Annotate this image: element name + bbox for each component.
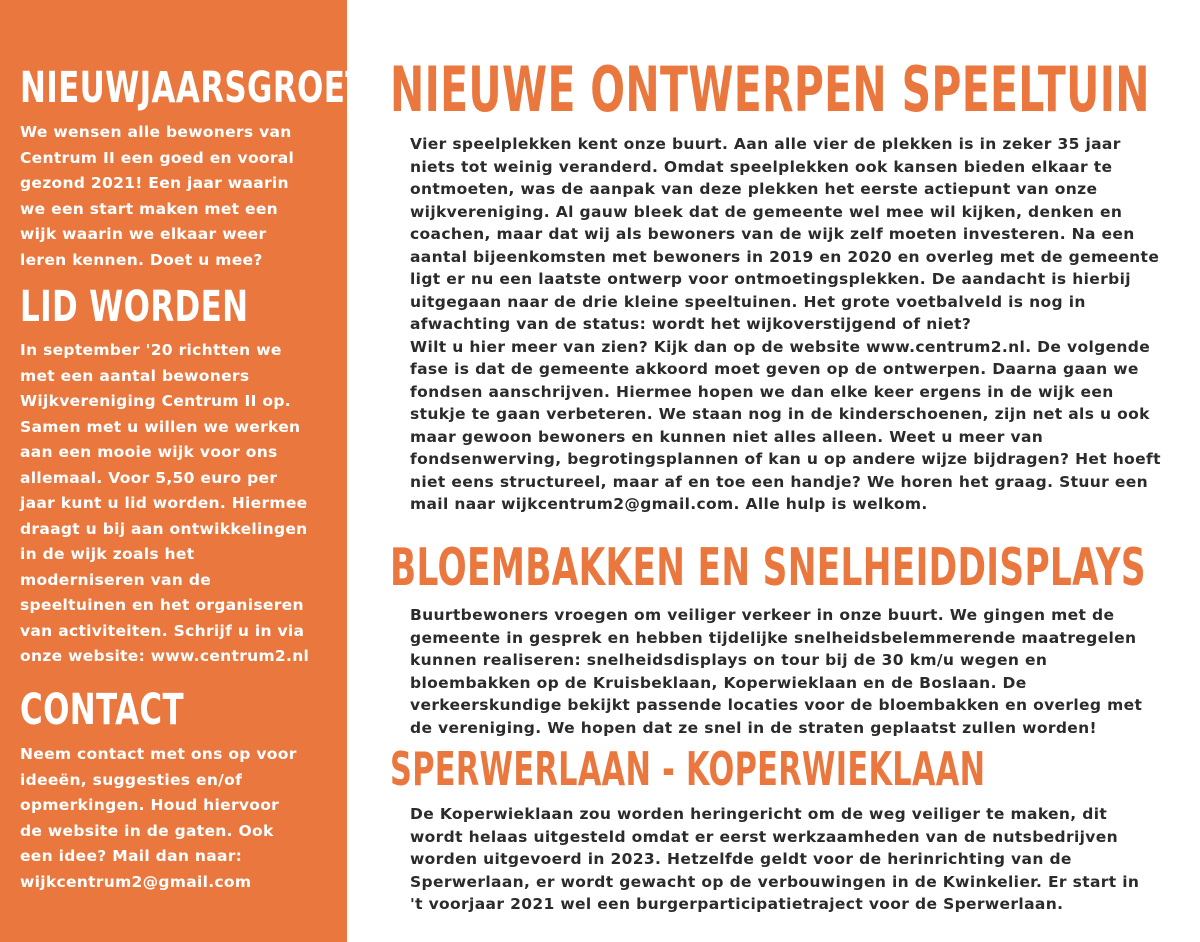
playground-heading: NIEUWE ONTWERPEN SPEELTUIN <box>390 53 1150 126</box>
contact-text: Neem contact met ons op voor ideeën, suggesties en/of opmerkingen. Houd hiervoor de website in de gaten. Ook een idee? Mail dan naar: wijkcentrum2@gmail.com <box>20 745 297 891</box>
greeting-section <box>20 63 367 273</box>
main-content <box>347 0 1200 942</box>
playground-text: Vier speelplekken kent onze buurt. Aan alle vier de plekken is in zeker 35 jaar niets tot weinig veranderd. Omdat speelplekken ook kansen bieden elkaar te ontmoeten, was de aanpak van deze plekken het eerste actiepunt van onze wijkvereniging. Al gauw bleek dat de gemeente wel mee wil kijken, denken en coachen, maar dat wij als bewoners van de wijk zelf moeten investeren. Na een aantal bijeenkomsten met bewoners in 2019 en 2020 en overleg met de gemeente ligt er nu een laatste ontwerp voor ontmoetingsplekken. De aandacht is hierbij uitgegaan naar de drie kleine speeltuinen. Het grote voetbalveld is nog in afwachting van de status: wordt het wijkoverstijgend of niet? Wilt u hier meer van zien? Kijk dan op de website www.centrum2.nl. De volgende fase is dat de gemeente akkoord moet geven op de ontwerpen. Daarna gaan we fondsen aanschrijven. Hiermee hopen we dan elke keer ergens in de wijk een stukje te gaan verbeteren. We staan nog in de kinderschoenen, zijn net als u ook maar gewoon bewoners en kunnen niet alles alleen. Weet u meer van fondsenwerving, begrotingsplannen of kan u op andere wijze bijdragen? Het hoeft niet eens structureel, maar af en toe een handje? We horen het graag. Stuur een mail naar wijkcentrum2@gmail.com. Alle hulp is welkom. <box>410 135 1161 513</box>
contact-heading: CONTACT <box>20 685 184 735</box>
sidebar <box>0 0 367 942</box>
greeting-heading: NIEUWJAARSGROET <box>20 63 367 113</box>
membership-section <box>20 282 336 670</box>
greeting-text: We wensen alle bewoners van Centrum II een goed en vooral gezond 2021! Een jaar waarin we een start maken met een wijk waarin we elkaar weer leren kennen. Doet u mee? <box>20 123 295 269</box>
streets-text: De Koperwieklaan zou worden heringericht om de weg veiliger te maken, dit wordt helaas uitgesteld omdat er eerst werkzaamheden van de nutsbedrijven worden uitgevoerd in 2023. Hetzelfde geldt voor de herinrichting van de Sperwerlaan, er wordt gewacht op de verbouwingen in de Kwinkelier. Er start in 't voorjaar 2021 wel een burgerparticipatietraject voor de Sperwerlaan. <box>410 805 1140 913</box>
flowerboxes-heading: BLOEMBAKKEN EN SNELHEIDDISPLAYS <box>390 538 1146 598</box>
membership-text: In september '20 richtten we met een aantal bewoners Wijkvereniging Centrum II op. Samen met u willen we werken aan een mooie wijk voor ons allemaal. Voor 5,50 euro per jaar kunt u lid worden. Hiermee draagt u bij aan ontwikkelingen in de wijk zoals het moderniseren van de speeltuinen en het organiseren van activiteiten. Schrijf u in via onze website: www.centrum2.nl <box>20 341 310 665</box>
contact-section <box>20 685 336 895</box>
membership-heading: LID WORDEN <box>20 282 249 332</box>
streets-heading: SPERWERLAAN - KOPERWIEKLAAN <box>390 742 986 796</box>
flowerboxes-text: Buurtbewoners vroegen om veiliger verkeer in onze buurt. We gingen met de gemeente in gesprek en hebben tijdelijke snelheidsbelemmerende maatregelen kunnen realiseren: snelheidsdisplays on tour bij de 30 km/u wegen en bloembakken op de Kruisbeklaan, Koperwieklaan en de Boslaan. De verkeerskundige bekijkt passende locaties voor de bloembakken en overleg met de vereniging. We hopen dat ze snel in de straten geplaatst zullen worden! <box>410 606 1143 737</box>
